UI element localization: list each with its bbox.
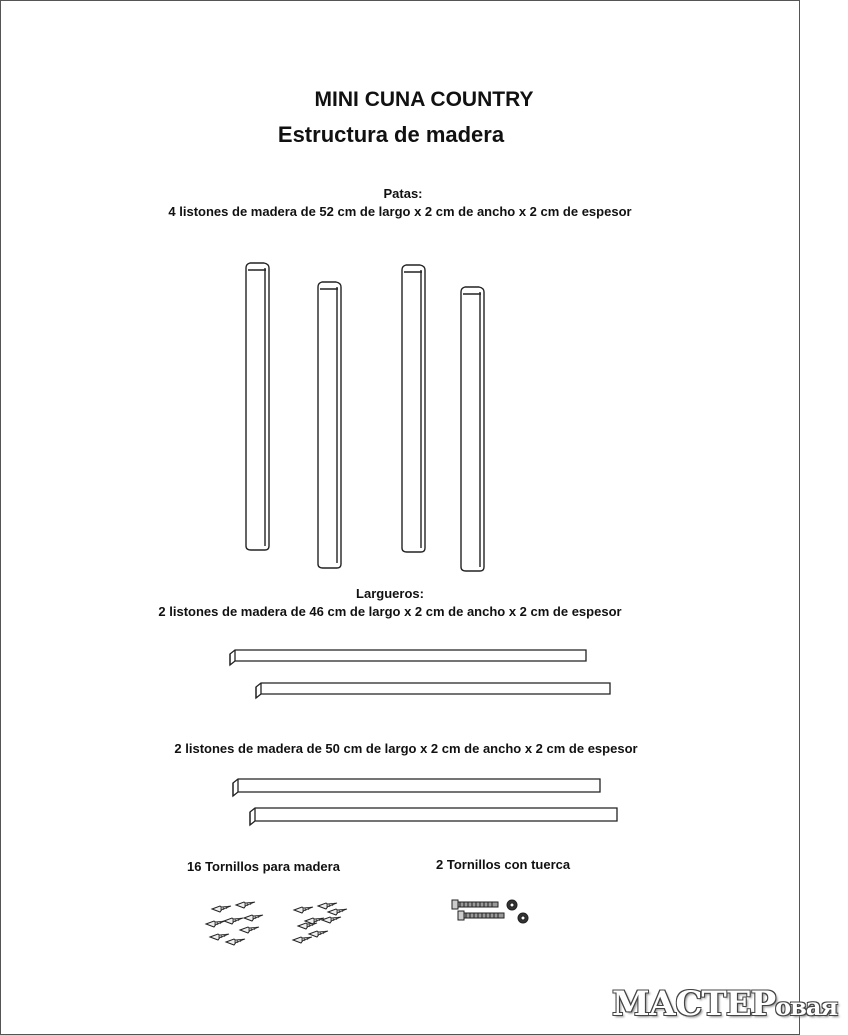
rail-50-2: [250, 808, 617, 825]
rail-46-1: [230, 650, 586, 665]
largueros-50-description: 2 listones de madera de 50 cm de largo x 2 cm de ancho x 2 cm de espesor: [174, 741, 638, 756]
largueros-heading: Largueros:: [356, 586, 424, 601]
largueros-46-description: 2 listones de madera de 46 cm de largo x 2 cm de ancho x 2 cm de espesor: [158, 604, 622, 619]
leg-4: [461, 287, 484, 571]
patas-description: 4 listones de madera de 52 cm de largo x 2 cm de ancho x 2 cm de espesor: [168, 204, 632, 219]
watermark-main: МАСТЕР: [612, 984, 776, 1024]
rail-50-1: [233, 779, 600, 796]
watermark-logo: [612, 984, 837, 1024]
wood-screws-label: 16 Tornillos para madera: [187, 859, 340, 874]
watermark-suffix: овая: [775, 992, 838, 1021]
wood-screws-group: [206, 902, 347, 945]
bolts-label: 2 Tornillos con tuerca: [436, 857, 571, 872]
rail-46-2: [256, 683, 610, 698]
bolts-group: [452, 900, 528, 923]
leg-1: [246, 263, 269, 550]
page-title: MINI CUNA COUNTRY: [314, 88, 534, 111]
leg-3: [402, 265, 425, 552]
patas-heading: Patas:: [383, 186, 423, 201]
leg-2: [318, 282, 341, 568]
page-subtitle: Estructura de madera: [277, 122, 505, 147]
